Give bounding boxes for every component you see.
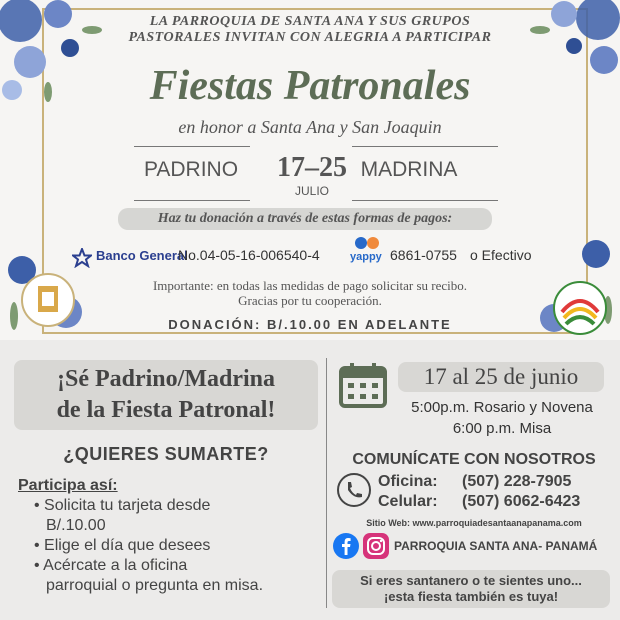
event-dates: 17 al 25 de junio — [423, 364, 579, 389]
bank-name: Banco General — [96, 248, 188, 263]
schedule-mass: 6:00 p.m. Misa — [452, 420, 552, 437]
important-label: Importante: — [152, 278, 214, 293]
list-item: • Acércate a la oficina — [34, 557, 188, 574]
list-item: parroquial o pregunta en misa. — [46, 577, 264, 594]
oficina-label: Oficina: — [378, 473, 438, 490]
page-title: Fiestas Patronales — [149, 63, 471, 109]
celular-label: Celular: — [378, 493, 438, 510]
star-logo-icon — [72, 248, 92, 268]
important-note — [100, 278, 520, 308]
oficina-number[interactable]: (507) 228-7905 — [462, 473, 572, 490]
pilgrim-logo-icon — [552, 280, 608, 336]
participation-list — [34, 496, 324, 596]
invite-line-1: LA PARROQUIA DE SANTA ANA Y SUS GRUPOS — [149, 14, 471, 29]
cash-option: o Efectivo — [470, 247, 532, 263]
closing-message — [332, 573, 610, 605]
oficina-row — [378, 472, 580, 492]
instagram-icon[interactable] — [362, 532, 390, 560]
closing-line-2: ¡esta fiesta también es tuya! — [383, 589, 559, 604]
headline-line-1: ¡Sé Padrino/Madrina — [56, 366, 275, 392]
schedule-rosary: 5:00p.m. Rosario y Novena — [411, 399, 593, 416]
bank-account: No.04-05-16-006540-4 — [178, 247, 320, 263]
donation-amount: DONACIÓN: B/.10.00 EN ADELANTE — [168, 317, 452, 332]
contact-title: COMUNÍCATE CON NOSOTROS — [352, 451, 596, 468]
month-label: JULIO — [294, 184, 329, 198]
headline — [14, 364, 318, 426]
headline-line-2: de la Fiesta Patronal! — [56, 397, 276, 423]
yappy-label: yappy — [350, 251, 382, 263]
parish-seal-icon — [20, 272, 76, 328]
donation-prompt: Haz tu donación a través de estas formas de pagos: — [118, 208, 492, 230]
divider — [134, 200, 250, 201]
contact-details — [378, 472, 580, 512]
subtitle: en honor a Santa Ana y San Joaquin — [178, 117, 442, 137]
list-item: B/.10.00 — [46, 517, 106, 534]
phone-icon — [336, 472, 372, 508]
thanks-text: Gracias por tu cooperación. — [238, 293, 382, 308]
closing-line-1: Si eres santanero o te sientes uno... — [360, 573, 582, 588]
social-handle[interactable]: PARROQUIA SANTA ANA- PANAMÁ — [394, 539, 598, 553]
divider — [134, 146, 250, 147]
yappy-logo-icon — [352, 236, 382, 250]
divider — [352, 146, 498, 147]
date-range: 17–25 — [277, 152, 347, 183]
padrino-label: PADRINO — [143, 158, 239, 181]
important-text: en todas las medidas de pago solicitar su recibo. — [213, 278, 468, 293]
facebook-icon[interactable] — [332, 532, 360, 560]
calendar-icon — [338, 362, 388, 410]
column-divider — [326, 358, 327, 608]
list-item: • Elige el día que desees — [34, 537, 211, 554]
celular-number[interactable]: (507) 6062-6423 — [462, 493, 581, 510]
invite-text — [80, 14, 540, 46]
yappy-number: 6861-0755 — [390, 247, 457, 263]
participa-heading: Participa así: — [18, 477, 118, 494]
celular-row — [378, 492, 580, 512]
divider — [352, 200, 498, 201]
invite-line-2: PASTORALES INVITAN CON ALEGRIA A PARTICIPAR — [128, 30, 492, 45]
question-heading: ¿QUIERES SUMARTE? — [63, 444, 269, 464]
madrina-label: MADRINA — [360, 158, 458, 181]
website-link[interactable]: Sitio Web: www.parroquiadesantaanapanama.com — [366, 518, 582, 528]
list-item: • Solicita tu tarjeta desde — [34, 497, 211, 514]
